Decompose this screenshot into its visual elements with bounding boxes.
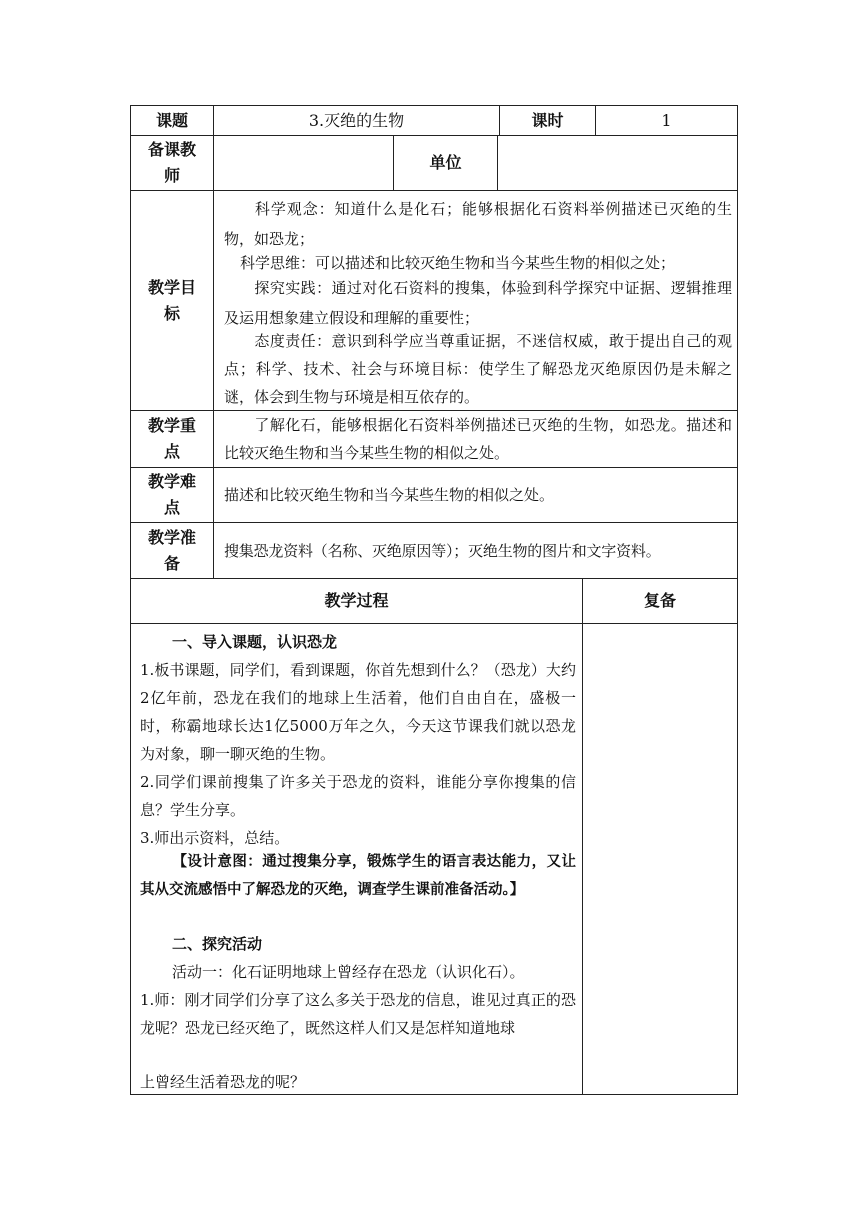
table-row-line: [130, 522, 738, 523]
section-2-paragraph-1-text: 1.师：刚才同学们分享了这么多关于恐龙的信息，谁见过真正的恐龙呢？恐龙已经灭绝了，既然这样人们又是怎样知道地球: [140, 991, 576, 1037]
key-points-label-line1: 教学重: [147, 416, 196, 435]
key-points-label-line2: 点: [163, 442, 180, 461]
difficulties-label: [131, 468, 213, 522]
goal-science-thinking-text: 科学思维：可以描述和比较灭绝生物和当今某些生物的相似之处；: [240, 254, 676, 272]
difficulties-text: 描述和比较灭绝生物和当今某些生物的相似之处。: [224, 486, 555, 504]
key-points-text: [224, 411, 732, 467]
preparation-label-line1: 教学准: [147, 527, 196, 547]
section-1-paragraph-2: [140, 768, 576, 824]
table-row-line: [130, 190, 738, 191]
table-row-line: [130, 623, 738, 624]
goals-label-line2: 标: [163, 303, 180, 323]
activity-1-title: 活动一：化石证明地球上曾经存在恐龙（认识化石）。: [172, 963, 525, 981]
goal-inquiry-practice: [224, 273, 732, 333]
teacher-label-line1: 备课教: [147, 140, 196, 159]
section-1-paragraph-1: [140, 656, 576, 768]
goal-attitude-text: 态度责任：意识到科学应当尊重证据，不迷信权威，敢于提出自己的观点；科学、技术、社会与环境目标：使学生了解恐龙灭绝原因仍是未解之谜，体会到生物与环境是相互依存的。: [224, 332, 732, 406]
difficulties-label-line1: 教学难: [147, 472, 196, 491]
table-border-right: [737, 105, 738, 1095]
preparation-label-line2: 备: [163, 553, 180, 573]
unit-value: [498, 136, 737, 190]
table-row-line: [130, 467, 738, 468]
design-intent: [140, 848, 576, 904]
goal-science-concept: [224, 194, 732, 254]
teacher-label-line2: 师: [163, 166, 180, 185]
topic-label: 课题: [155, 110, 188, 130]
teacher-label: [131, 136, 213, 190]
key-points-content: 了解化石，能够根据化石资料举例描述已灭绝的生物，如恐龙。描述和比较灭绝生物和当今某些生物的相似之处。: [224, 416, 732, 462]
preparation-label: [131, 523, 213, 578]
preparation-text: 搜集恐龙资料（名称、灭绝原因等）；灭绝生物的图片和文字资料。: [224, 542, 661, 560]
section-2-paragraph-1-continued: 上曾经生活着恐龙的呢？: [140, 1073, 306, 1091]
section-1-paragraph-2-text: 2.同学们课前搜集了许多关于恐龙的资料，谁能分享你搜集的信息？学生分享。: [140, 773, 576, 819]
section-1-title: 一、导入课题，认识恐龙: [172, 633, 338, 651]
notes-header: 复备: [643, 591, 676, 610]
design-intent-text: 【设计意图：通过搜集分享，锻炼学生的语言表达能力，又让其从交流感悟中了解恐龙的灭绝，调查学生课前准备活动。】: [140, 854, 576, 898]
unit-label: 单位: [429, 153, 462, 172]
process-header: 教学过程: [324, 591, 389, 610]
goals-label: [131, 191, 213, 410]
section-1-paragraph-3-text: 3.师出示资料，总结。: [140, 829, 290, 847]
goal-inquiry-practice-text: 探究实践：通过对化石资料的搜集，体验到科学探究中证据、逻辑推理及运用想象建立假设和理解的重要性；: [224, 279, 732, 327]
period-label: 课时: [531, 110, 564, 130]
table-col-line: [582, 578, 583, 1094]
period-value: 1: [661, 110, 672, 130]
topic-value: 3.灭绝的生物: [308, 110, 405, 130]
section-2-title: 二、探究活动: [172, 935, 263, 953]
goal-attitude: [224, 327, 732, 411]
goals-label-line1: 教学目: [147, 277, 196, 297]
key-points-label: [131, 411, 213, 467]
goal-science-concept-text: 科学观念：知道什么是化石；能够根据化石资料举例描述已灭绝的生物，如恐龙；: [224, 200, 732, 248]
difficulties-label-line2: 点: [163, 498, 180, 517]
teacher-value: [214, 136, 393, 190]
section-2-paragraph-1: [140, 986, 576, 1042]
section-1-paragraph-1-text: 1.板书课题，同学们，看到课题，你首先想到什么？（恐龙）大约2亿年前，恐龙在我们的地球上生活着，他们自由自在，盛极一时，称霸地球长达1亿5000万年之久，今天这节课我们就以恐龙为对象，聊一聊灭绝的生物。: [140, 661, 576, 763]
